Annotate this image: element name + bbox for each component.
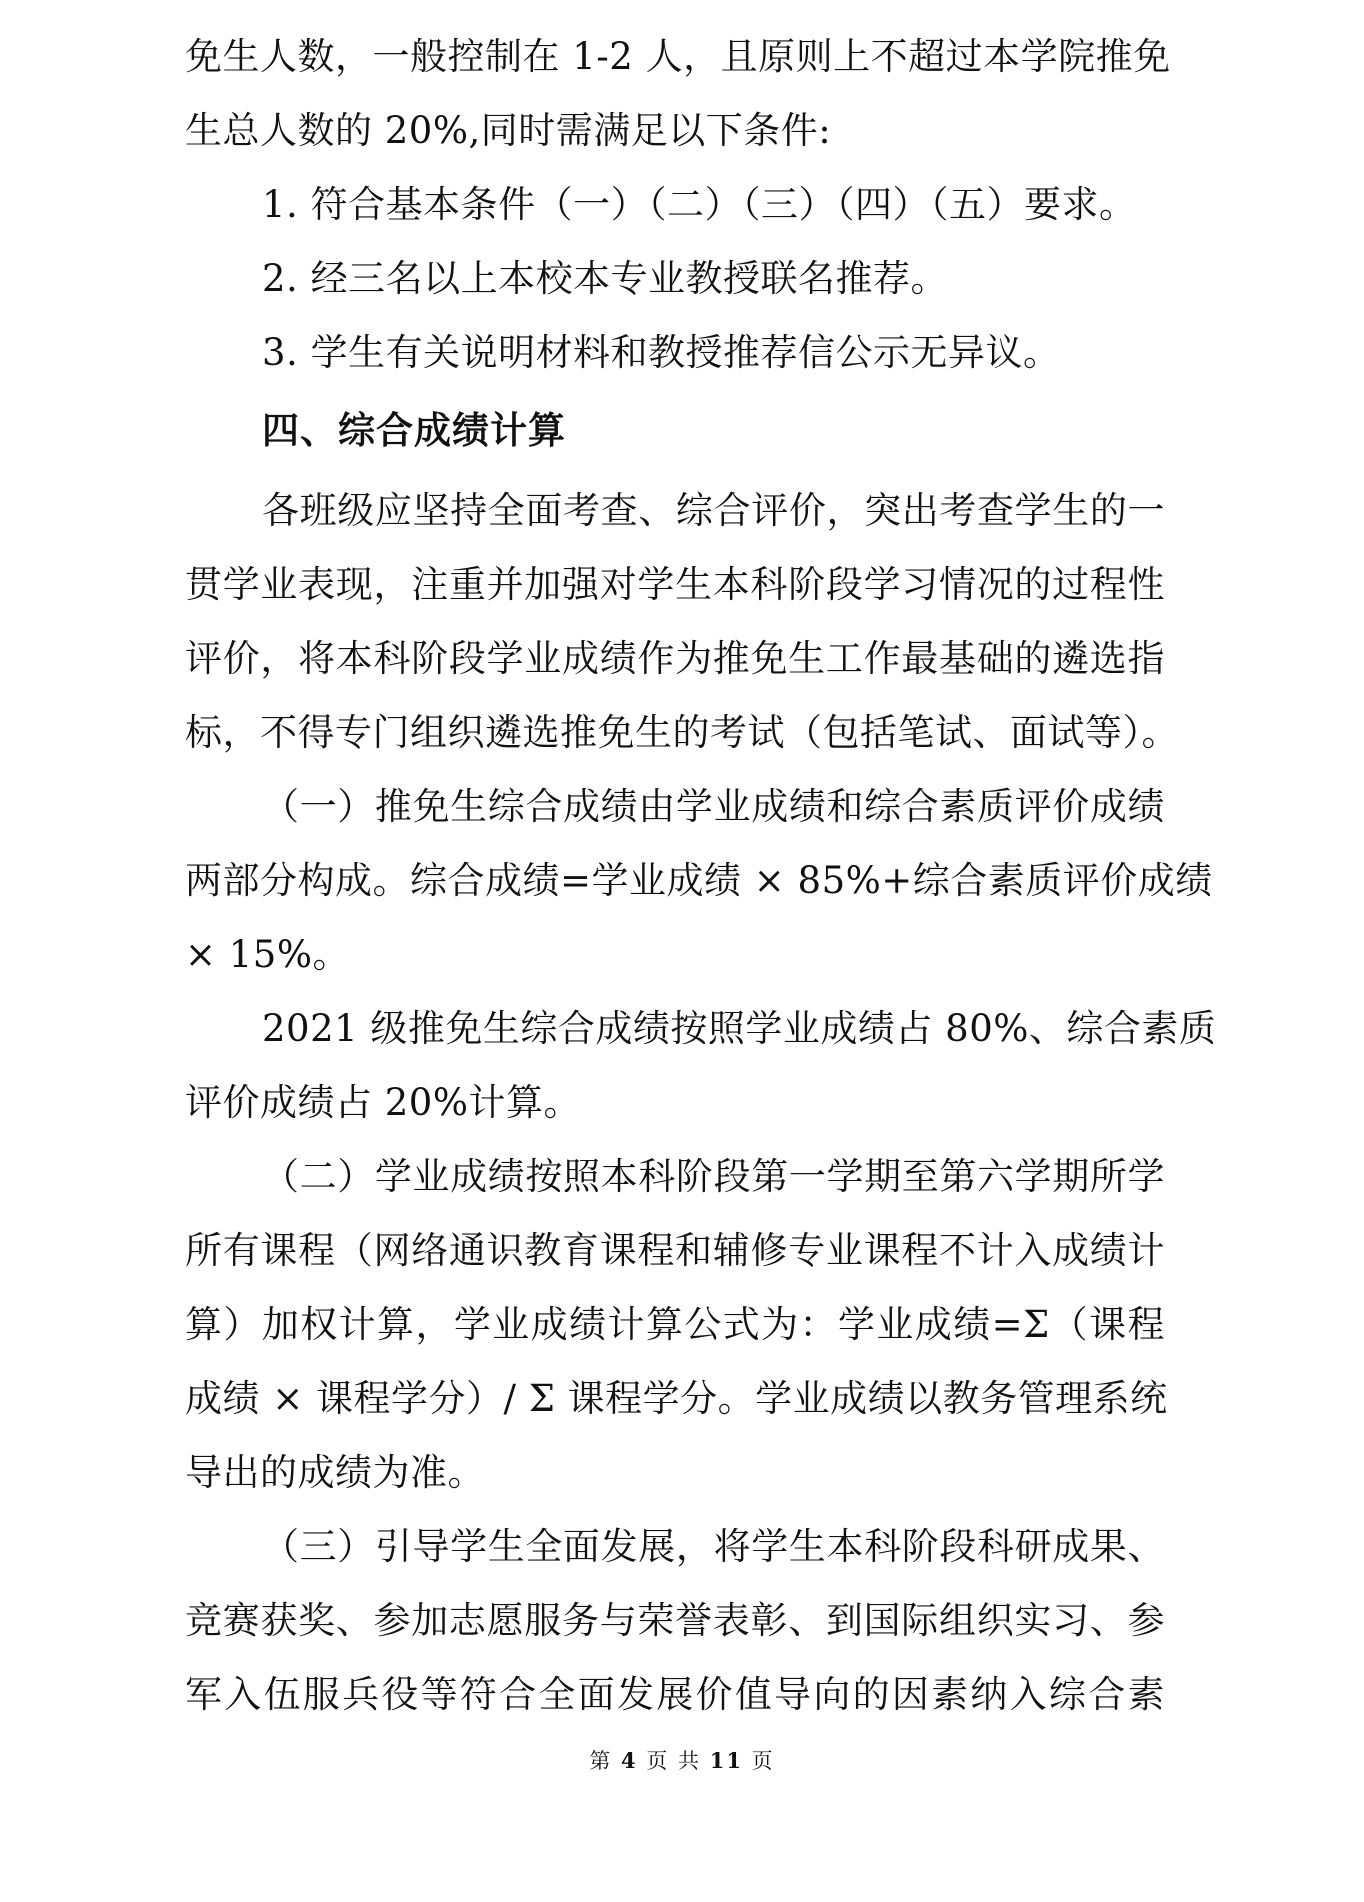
body-line: 成绩 × 课程学分）/ Σ 课程学分。学业成绩以教务管理系统 (185, 1377, 1168, 1420)
footer-total-pages: 11 (709, 1748, 743, 1773)
body-line: 算）加权计算，学业成绩计算公式为：学业成绩=Σ（课程 (185, 1303, 1165, 1346)
body-line: 评价成绩占 20%计算。 (185, 1081, 581, 1124)
body-line: 标，不得专门组织遴选推免生的考试（包括笔试、面试等）。 (185, 711, 1179, 754)
body-line: 贯学业表现，注重并加强对学生本科阶段学习情况的过程性 (185, 563, 1165, 606)
body-line: 生总人数的 20%,同时需满足以下条件: (185, 109, 832, 152)
footer-prefix: 第 (589, 1749, 613, 1773)
body-line: （二）学业成绩按照本科阶段第一学期至第六学期所学 (262, 1155, 1165, 1198)
page-footer (0, 1746, 1364, 1776)
list-item: 3. 学生有关说明材料和教授推荐信公示无异议。 (262, 331, 1061, 374)
body-line: （三）引导学生全面发展，将学生本科阶段科研成果、 (262, 1525, 1165, 1568)
body-line: 导出的成绩为准。 (185, 1451, 485, 1494)
body-line: 免生人数，一般控制在 1-2 人，且原则上不超过本学院推免 (185, 35, 1171, 78)
body-line: 两部分构成。综合成绩=学业成绩 × 85%+综合素质评价成绩 (185, 859, 1213, 902)
body-line: 各班级应坚持全面考查、综合评价，突出考查学生的一 (262, 489, 1165, 532)
list-item: 1. 符合基本条件（一）（二）（三）（四）（五）要求。 (262, 183, 1137, 226)
footer-suffix: 页 (751, 1749, 775, 1773)
body-line: 军入伍服兵役等符合全面发展价值导向的因素纳入综合素 (185, 1673, 1165, 1716)
footer-page-number: 4 (621, 1748, 638, 1773)
footer-middle: 页 共 (646, 1749, 702, 1773)
body-line: 所有课程（网络通识教育课程和辅修专业课程不计入成绩计 (185, 1229, 1165, 1272)
body-line: 评价，将本科阶段学业成绩作为推免生工作最基础的遴选指 (185, 637, 1165, 680)
body-line: （一）推免生综合成绩由学业成绩和综合素质评价成绩 (262, 785, 1165, 828)
section-heading: 四、综合成绩计算 (262, 409, 566, 452)
body-line: 竞赛获奖、参加志愿服务与荣誉表彰、到国际组织实习、参 (185, 1599, 1165, 1642)
body-line: 2021 级推免生综合成绩按照学业成绩占 80%、综合素质 (262, 1007, 1217, 1050)
list-item: 2. 经三名以上本校本专业教授联名推荐。 (262, 257, 949, 300)
body-line: × 15%。 (185, 933, 351, 976)
